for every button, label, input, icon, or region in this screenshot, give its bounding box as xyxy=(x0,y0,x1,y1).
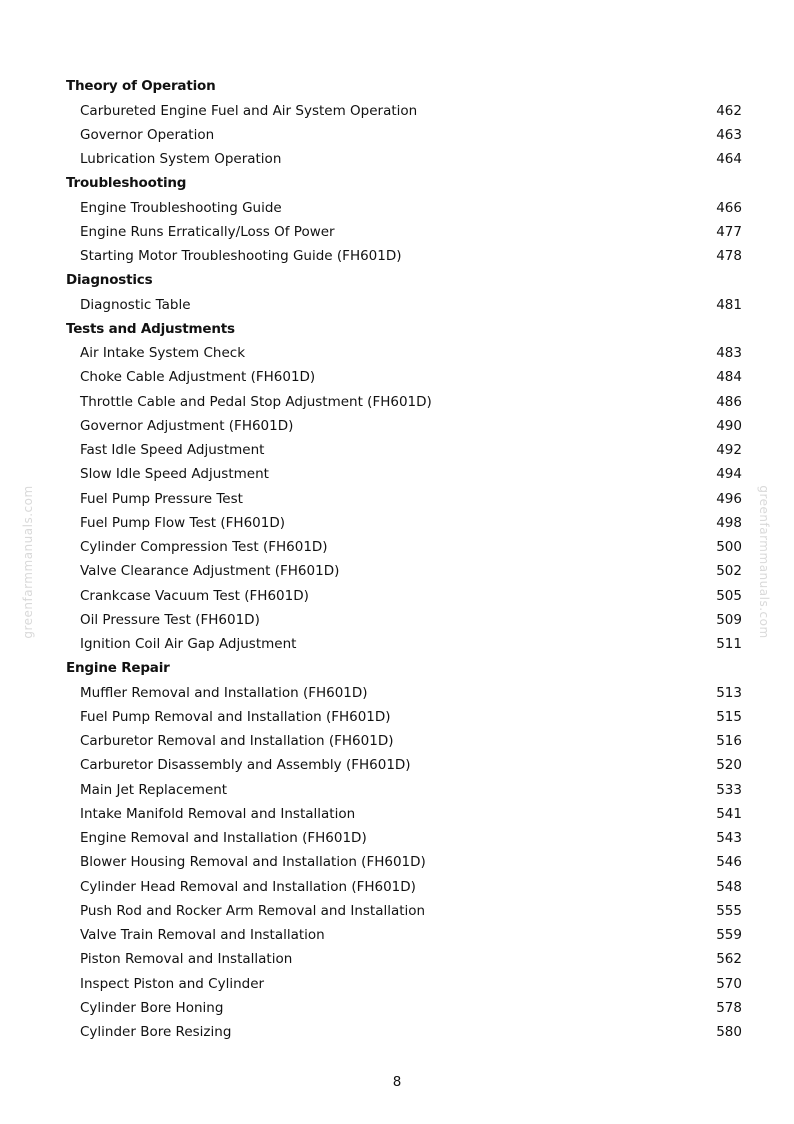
toc-section-heading xyxy=(66,75,742,99)
entry-page-number: 466 xyxy=(716,199,742,216)
entry-page-number: 546 xyxy=(716,854,742,871)
entry-title: Fast Idle Speed Adjustment xyxy=(80,442,265,459)
entry-page-number: 505 xyxy=(716,587,742,604)
toc-entry[interactable] xyxy=(66,924,742,948)
entry-page-number: 490 xyxy=(716,417,742,434)
entry-page-number: 477 xyxy=(716,223,742,240)
entry-page-number: 462 xyxy=(716,102,742,119)
toc-entry[interactable] xyxy=(66,366,742,390)
toc-entry[interactable] xyxy=(66,972,742,996)
entry-page-number: 515 xyxy=(716,708,742,725)
toc-entry[interactable] xyxy=(66,390,742,414)
entry-title: Intake Manifold Removal and Installation xyxy=(80,805,356,822)
toc-entry[interactable] xyxy=(66,487,742,511)
section-title: Tests and Adjustments xyxy=(66,320,235,337)
section-title: Troubleshooting xyxy=(66,175,187,192)
entry-page-number: 513 xyxy=(716,684,742,701)
toc-entry[interactable] xyxy=(66,827,742,851)
toc-entry[interactable] xyxy=(66,633,742,657)
entry-page-number: 520 xyxy=(716,757,742,774)
entry-title: Crankcase Vacuum Test (FH601D) xyxy=(80,587,309,604)
toc-section-heading xyxy=(66,657,742,681)
toc-entry[interactable] xyxy=(66,245,742,269)
entry-page-number: 509 xyxy=(716,611,742,628)
watermark-left: greenfarmmanuals.com xyxy=(21,485,35,639)
entry-title: Carburetor Removal and Installation (FH601D) xyxy=(80,733,394,750)
entry-title: Choke Cable Adjustment (FH601D) xyxy=(80,369,316,386)
toc-entry[interactable] xyxy=(66,536,742,560)
entry-title: Governor Operation xyxy=(80,126,215,143)
entry-title: Engine Runs Erratically/Loss Of Power xyxy=(80,223,335,240)
entry-page-number: 481 xyxy=(716,296,742,313)
entry-title: Valve Train Removal and Installation xyxy=(80,927,325,944)
toc-entry[interactable] xyxy=(66,439,742,463)
toc-entry[interactable] xyxy=(66,851,742,875)
entry-page-number: 484 xyxy=(716,369,742,386)
toc-entry[interactable] xyxy=(66,730,742,754)
toc-entry[interactable] xyxy=(66,754,742,778)
toc-section-heading xyxy=(66,269,742,293)
entry-page-number: 580 xyxy=(716,1024,742,1041)
entry-title: Engine Removal and Installation (FH601D) xyxy=(80,830,367,847)
entry-title: Blower Housing Removal and Installation (FH601D) xyxy=(80,854,426,871)
entry-page-number: 562 xyxy=(716,951,742,968)
section-title: Engine Repair xyxy=(66,660,170,677)
entry-page-number: 511 xyxy=(716,636,742,653)
entry-page-number: 541 xyxy=(716,805,742,822)
entry-title: Cylinder Bore Honing xyxy=(80,999,224,1016)
entry-title: Piston Removal and Installation xyxy=(80,951,293,968)
toc-entry[interactable] xyxy=(66,997,742,1021)
entry-title: Engine Troubleshooting Guide xyxy=(80,199,282,216)
entry-title: Fuel Pump Flow Test (FH601D) xyxy=(80,514,285,531)
page-number: 8 xyxy=(392,1074,402,1090)
entry-page-number: 494 xyxy=(716,466,742,483)
toc-entry[interactable] xyxy=(66,803,742,827)
toc-entry[interactable] xyxy=(66,124,742,148)
entry-page-number: 543 xyxy=(716,830,742,847)
toc-entry[interactable] xyxy=(66,196,742,220)
entry-title: Governor Adjustment (FH601D) xyxy=(80,417,294,434)
toc-entry[interactable] xyxy=(66,778,742,802)
toc-entry[interactable] xyxy=(66,99,742,123)
entry-page-number: 533 xyxy=(716,781,742,798)
table-of-contents xyxy=(66,75,742,1045)
entry-page-number: 516 xyxy=(716,733,742,750)
entry-title: Diagnostic Table xyxy=(80,296,191,313)
entry-page-number: 570 xyxy=(716,975,742,992)
entry-title: Fuel Pump Pressure Test xyxy=(80,490,243,507)
entry-page-number: 548 xyxy=(716,878,742,895)
entry-title: Cylinder Bore Resizing xyxy=(80,1024,232,1041)
entry-page-number: 478 xyxy=(716,248,742,265)
entry-page-number: 496 xyxy=(716,490,742,507)
entry-page-number: 498 xyxy=(716,514,742,531)
toc-section-heading xyxy=(66,172,742,196)
entry-title: Throttle Cable and Pedal Stop Adjustment (FH601D) xyxy=(80,393,432,410)
toc-entry[interactable] xyxy=(66,875,742,899)
entry-page-number: 502 xyxy=(716,563,742,580)
entry-page-number: 483 xyxy=(716,345,742,362)
toc-entry[interactable] xyxy=(66,560,742,584)
toc-entry[interactable] xyxy=(66,900,742,924)
toc-entry[interactable] xyxy=(66,293,742,317)
section-title: Theory of Operation xyxy=(66,78,216,95)
toc-entry[interactable] xyxy=(66,342,742,366)
toc-entry[interactable] xyxy=(66,148,742,172)
toc-entry[interactable] xyxy=(66,463,742,487)
entry-title: Inspect Piston and Cylinder xyxy=(80,975,265,992)
entry-title: Cylinder Compression Test (FH601D) xyxy=(80,539,328,556)
entry-page-number: 464 xyxy=(716,151,742,168)
entry-title: Main Jet Replacement xyxy=(80,781,228,798)
entry-page-number: 559 xyxy=(716,927,742,944)
toc-entry[interactable] xyxy=(66,706,742,730)
entry-title: Fuel Pump Removal and Installation (FH601D) xyxy=(80,708,391,725)
entry-title: Ignition Coil Air Gap Adjustment xyxy=(80,636,297,653)
entry-page-number: 486 xyxy=(716,393,742,410)
entry-title: Push Rod and Rocker Arm Removal and Installation xyxy=(80,902,426,919)
entry-title: Starting Motor Troubleshooting Guide (FH601D) xyxy=(80,248,402,265)
entry-page-number: 578 xyxy=(716,999,742,1016)
entry-title: Valve Clearance Adjustment (FH601D) xyxy=(80,563,340,580)
toc-entry[interactable] xyxy=(66,1021,742,1045)
entry-title: Lubrication System Operation xyxy=(80,151,282,168)
entry-title: Slow Idle Speed Adjustment xyxy=(80,466,269,483)
entry-title: Muffler Removal and Installation (FH601D) xyxy=(80,684,368,701)
toc-entry[interactable] xyxy=(66,681,742,705)
toc-entry[interactable] xyxy=(66,221,742,245)
entry-title: Carbureted Engine Fuel and Air System Operation xyxy=(80,102,418,119)
section-title: Diagnostics xyxy=(66,272,153,289)
entry-page-number: 463 xyxy=(716,126,742,143)
entry-page-number: 500 xyxy=(716,539,742,556)
entry-title: Air Intake System Check xyxy=(80,345,246,362)
toc-entry[interactable] xyxy=(66,948,742,972)
entry-title: Carburetor Disassembly and Assembly (FH601D) xyxy=(80,757,411,774)
entry-page-number: 555 xyxy=(716,902,742,919)
toc-entry[interactable] xyxy=(66,584,742,608)
toc-entry[interactable] xyxy=(66,609,742,633)
toc-entry[interactable] xyxy=(66,415,742,439)
toc-entry[interactable] xyxy=(66,512,742,536)
entry-title: Oil Pressure Test (FH601D) xyxy=(80,611,260,628)
entry-page-number: 492 xyxy=(716,442,742,459)
entry-title: Cylinder Head Removal and Installation (FH601D) xyxy=(80,878,416,895)
watermark-right: greenfarmmanuals.com xyxy=(757,485,771,639)
toc-section-heading xyxy=(66,318,742,342)
